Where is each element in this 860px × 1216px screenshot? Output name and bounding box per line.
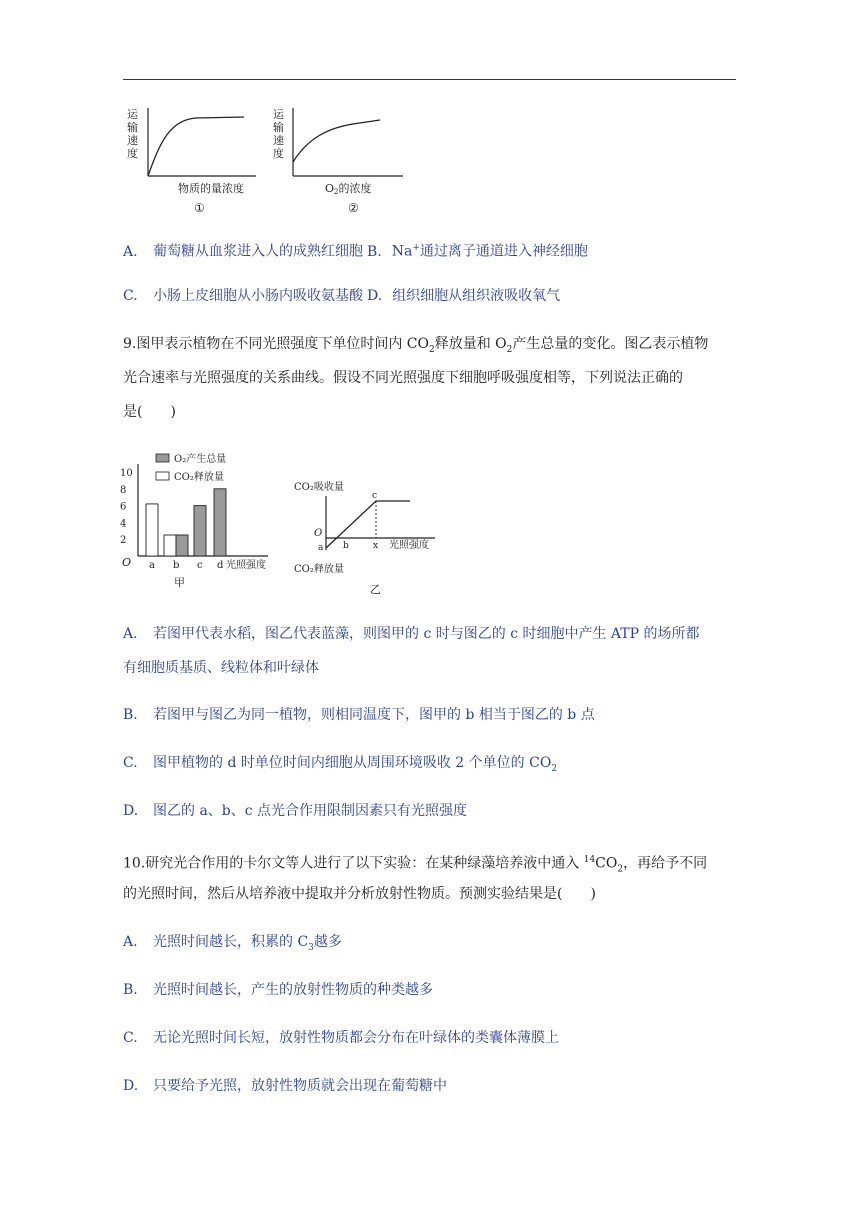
graph1-caption: ① <box>194 201 205 215</box>
jia-bar-co2 <box>164 535 176 556</box>
q8-option-c-text: 小肠上皮细胞从小肠内吸收氨基酸 <box>153 288 363 304</box>
q8-option-b-na: Na <box>391 243 413 260</box>
jia-ytick-label: 4 <box>120 518 127 530</box>
jia-bar-o2 <box>214 489 226 556</box>
q10-option-a <box>123 932 342 958</box>
graph2-ylabel-1: 运 <box>273 108 284 121</box>
q10-option-b-label: B. <box>123 982 138 998</box>
graph1-ylabel-2: 输 <box>127 121 138 134</box>
jia-category-label: b <box>173 560 180 571</box>
q9-option-c <box>123 753 557 779</box>
yi-xlabel: 光照强度 <box>389 540 429 551</box>
jia-legend-co2-label: CO₂释放量 <box>174 472 224 483</box>
q10-option-d-label: D. <box>123 1078 139 1094</box>
q9-option-c-text: 图甲植物的 d 时单位时间内细胞从周围环境吸收 2 个单位的 CO <box>153 755 552 771</box>
jia-origin: O <box>122 556 132 569</box>
q10-option-a-label: A. <box>123 934 138 950</box>
q9-option-a-line2: 有细胞质基质、线粒体和叶绿体 <box>123 660 319 676</box>
q8-option-b-sup: + <box>412 243 420 253</box>
jia-ytick-label: 8 <box>120 484 127 496</box>
graph2-ylabel-4: 度 <box>273 147 284 160</box>
jia-ytick-label: 6 <box>120 501 127 513</box>
q9-option-a-text: 若图甲代表水稻，图乙代表蓝藻，则图甲的 c 时与图乙的 c 时细胞中产生 ATP 的场所都 <box>153 626 700 642</box>
graph1-ylabel-3: 速 <box>127 134 138 147</box>
yi-point-b: b <box>343 541 349 551</box>
q10-stem-line1: 10.研究光合作用的卡尔文等人进行了以下实验：在某种绿藻培养液中通入 $^{14}CO_2$，再给予不同 <box>123 855 708 875</box>
q10-option-d-text: 只要给予光照，放射性物质就会出现在葡萄糖中 <box>153 1078 447 1094</box>
graph-1 <box>127 108 256 215</box>
jia-caption: 甲 <box>174 576 185 589</box>
q9-option-d-text: 图乙的 a、b、c 点光合作用限制因素只有光照强度 <box>153 803 468 819</box>
jia-bar-o2 <box>176 535 188 556</box>
q8-option-d-label: D. <box>367 288 383 304</box>
q10-option-a-post: 越多 <box>313 934 342 950</box>
jia-xlabel: 光照强度 <box>226 560 266 571</box>
q9-stem-line1: 9.图甲表示植物在不同光照强度下单位时间内 $CO_2$释放量和 $O_2$产生总量的变化。图乙表示植物 <box>123 336 709 355</box>
q8-option-b-text: 通过离子通道进入神经细胞 <box>419 243 588 260</box>
q8-options-ab <box>123 238 588 262</box>
q8-options-cd <box>123 286 560 306</box>
q9-option-a-line1 <box>123 624 699 644</box>
q9-option-b-label: B. <box>123 707 138 723</box>
q8-option-a-text: 葡萄糖从血浆进入人的成熟红细胞 <box>153 243 363 260</box>
q9-option-b <box>123 705 595 725</box>
graph1-ylabel-1: 运 <box>127 108 138 121</box>
graph2-ylabel-2: 输 <box>273 121 284 134</box>
jia-ytick-label: 2 <box>120 535 127 547</box>
q8-option-a-label: A. <box>123 243 138 260</box>
q10-option-c-text: 无论光照时间长短，放射性物质都会分布在叶绿体的类囊体薄膜上 <box>153 1030 559 1046</box>
q9-option-d <box>123 801 467 821</box>
q9-stem-line2: 光合速率与光照强度的关系曲线。假设不同光照强度下细胞呼吸强度相等，下列说法正确的 <box>123 370 683 386</box>
q10-stem-line2: 的光照时间，然后从培养液中提取并分析放射性物质。预测实验结果是( ) <box>123 886 596 902</box>
q10-option-a-sub: 3 <box>308 942 314 953</box>
yi-point-x: x <box>373 541 379 551</box>
jia-bar-co2 <box>146 504 158 556</box>
q9-option-a-label: A. <box>123 626 138 642</box>
yi-ylabel-bottom: CO₂释放量 <box>294 564 344 575</box>
q9-option-b-text: 若图甲与图乙为同一植物，则相同温度下，图甲的 b 相当于图乙的 b 点 <box>153 707 595 723</box>
yi-ylabel-top: CO₂吸收量 <box>294 482 344 493</box>
jia-bar-o2 <box>194 506 206 556</box>
q9-stem-line3: 是( ) <box>123 404 176 420</box>
jia-ytick-label: 10 <box>120 468 133 479</box>
graph-2 <box>273 108 403 215</box>
q9-option-c-label: C. <box>123 755 138 771</box>
graph1-ylabel-4: 度 <box>127 147 138 160</box>
q10-option-b <box>123 980 433 1000</box>
jia-category-label: a <box>149 560 155 571</box>
yi-point-c: c <box>372 491 378 501</box>
transport-graphs <box>118 100 418 220</box>
graph2-xlabel: O2的浓度 <box>325 182 372 196</box>
q8-option-b-label: B. <box>367 243 382 260</box>
q10-option-c-label: C. <box>123 1030 138 1046</box>
chart-yi <box>290 478 460 598</box>
q10-option-b-text: 光照时间越长，产生的放射性物质的种类越多 <box>153 982 433 998</box>
jia-legend-o2-label: O₂产生总量 <box>174 454 227 465</box>
q8-option-d-text: 组织细胞从组织液吸收氧气 <box>392 288 561 304</box>
q9-option-c-sub: 2 <box>551 763 558 774</box>
yi-origin: O <box>314 528 323 539</box>
jia-category-label: c <box>197 560 203 571</box>
graph2-caption: ② <box>348 201 359 215</box>
jia-legend-o2-swatch <box>156 454 169 462</box>
jia-category-label: d <box>217 560 224 571</box>
yi-point-a: a <box>318 543 324 553</box>
chart-jia <box>118 445 288 595</box>
q9-option-d-label: D. <box>123 803 139 819</box>
q10-option-d <box>123 1076 447 1096</box>
q10-option-a-text: 光照时间越长，积累的 C <box>153 934 309 950</box>
header-rule <box>123 79 736 80</box>
q10-option-c <box>123 1028 559 1048</box>
q8-option-c-label: C. <box>123 288 138 304</box>
jia-legend-co2-swatch <box>156 472 169 480</box>
graph1-xlabel: 物质的量浓度 <box>178 182 244 195</box>
yi-caption: 乙 <box>370 583 381 596</box>
graph2-ylabel-3: 速 <box>273 134 284 147</box>
